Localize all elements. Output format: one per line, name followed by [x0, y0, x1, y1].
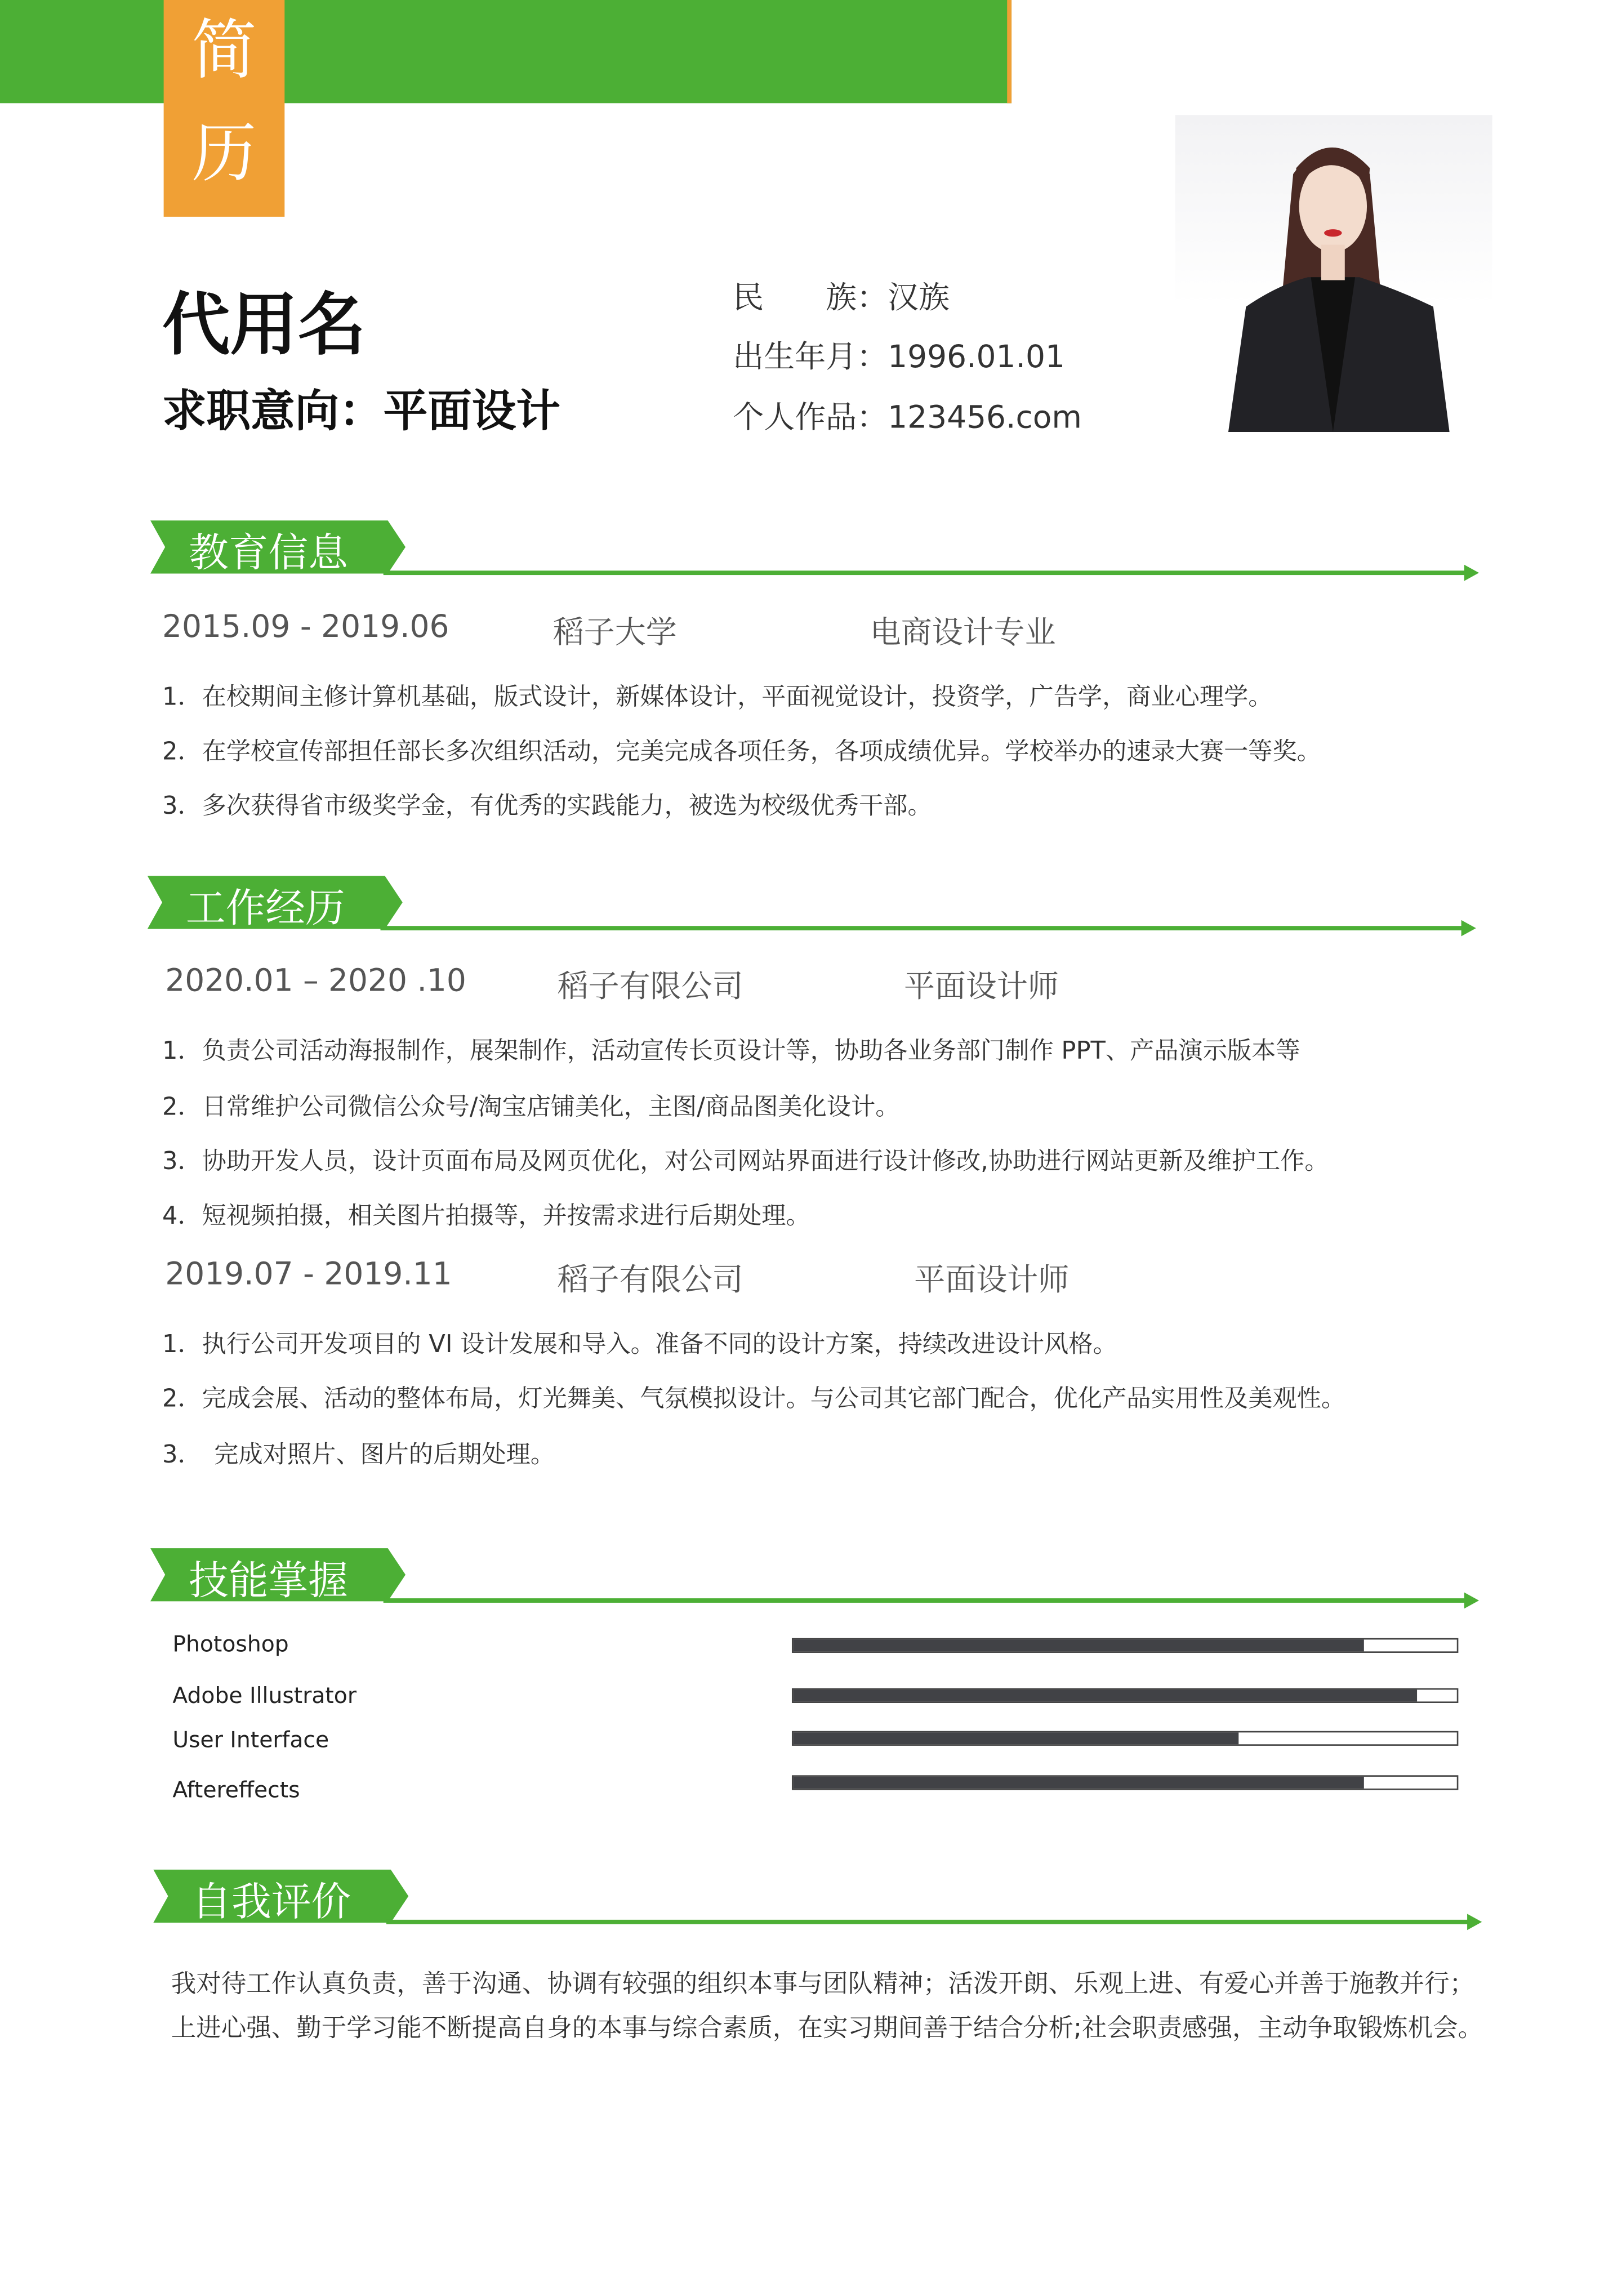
info-value: 1996.01.01 [888, 339, 1065, 375]
job-item: 2．完成会展、活动的整体布局，灯光舞美、气氛模拟设计。与公司其它部门配合，优化产品实用性及美观性。 [162, 1384, 1346, 1413]
info-label: 民 族： [733, 280, 888, 316]
info-value: 123456.com [888, 399, 1082, 435]
self-evaluation-text: 我对待工作认真负责，善于沟通、协调有较强的组织本事与团队精神；活泼开朗、乐观上进、有爱心并善于施教并行；上进心强、勤于学习能不断提高自身的本事与综合素质，在实习期间善于结合分析;社会职责感强，主动争取锻炼机会。 [171, 1969, 1483, 2043]
info-birth [733, 333, 1065, 378]
skill-bar-fill [794, 1732, 1238, 1744]
skill-bar [792, 1731, 1458, 1746]
section-title: 教育信息 [189, 530, 348, 577]
edu-item: 1．在校期间主修计算机基础，版式设计，新媒体设计，平面视觉设计，投资学，广告学，商业心理学。 [162, 683, 1273, 711]
job-item: 3． 完成对照片、图片的后期处理。 [162, 1440, 555, 1469]
section-title: 自我评价 [191, 1880, 351, 1926]
job-intent: 求职意向：平面设计 [162, 386, 560, 438]
edu-item: 3．多次获得省市级奖学金，有优秀的实践能力，被选为校级优秀干部。 [162, 791, 932, 820]
skill-bar [792, 1775, 1458, 1790]
edu-major: 电商设计专业 [870, 614, 1056, 650]
section-skills-header [148, 1546, 1482, 1606]
job-item: 1．负责公司活动海报制作，展架制作，活动宣传长页设计等，协助各业务部门制作 PPT、产品演示版本等 [162, 1036, 1300, 1065]
top-banner [0, 0, 1011, 103]
tag-char-2: 历 [191, 116, 257, 192]
job-role: 平面设计师 [903, 969, 1059, 1004]
job-item: 3．协助开发人员，设计页面布局及网页优化，对公司网站界面进行设计修改,协助进行网站更新及维护工作。 [162, 1147, 1329, 1175]
job-company: 稻子有限公司 [557, 1262, 743, 1298]
section-title: 技能掌握 [189, 1558, 348, 1604]
skill-label: User Interface [172, 1726, 329, 1754]
section-work-header [145, 875, 1479, 934]
skill-bar-fill [794, 1639, 1364, 1651]
info-ethnicity [733, 274, 950, 319]
profile-photo [1175, 115, 1492, 432]
info-label: 个人作品： [733, 399, 888, 435]
skill-label: Aftereffects [172, 1776, 300, 1804]
job-item: 4．短视频拍摄，相关图片拍摄等，并按需求进行后期处理。 [162, 1201, 810, 1230]
skill-bar-fill [794, 1689, 1417, 1701]
tag-char-1: 简 [191, 13, 257, 89]
job-company: 稻子有限公司 [557, 969, 743, 1004]
info-portfolio [733, 394, 1082, 438]
skill-bar [792, 1688, 1458, 1703]
job-item: 2．日常维护公司微信公众号/淘宝店铺美化，主图/商品图美化设计。 [162, 1093, 900, 1121]
edu-item: 2．在学校宣传部担任部长多次组织活动，完美完成各项任务，各项成绩优异。学校举办的速录大赛一等奖。 [162, 737, 1321, 765]
job-period: 2019.07 - 2019.11 [165, 1256, 452, 1292]
skill-bar [792, 1638, 1458, 1653]
skill-label: Adobe Illustrator [172, 1682, 357, 1709]
resume-tag [164, 0, 285, 217]
skill-label: Photoshop [172, 1630, 289, 1657]
skill-bar-fill [794, 1777, 1364, 1789]
info-label: 出生年月： [733, 339, 888, 375]
job-item: 1．执行公司开发项目的 VI 设计发展和导入。准备不同的设计方案，持续改进设计风格。 [162, 1330, 1117, 1358]
edu-period: 2015.09 - 2019.06 [162, 609, 449, 645]
section-title: 工作经历 [185, 886, 345, 932]
edu-school: 稻子大学 [552, 614, 677, 650]
job-period: 2020.01 – 2020 .10 [165, 962, 466, 998]
section-education-header [148, 519, 1482, 578]
info-value: 汉族 [888, 280, 950, 316]
section-self-header [150, 1868, 1485, 1927]
candidate-name: 代用名 [162, 284, 366, 364]
job-role: 平面设计师 [914, 1262, 1070, 1298]
